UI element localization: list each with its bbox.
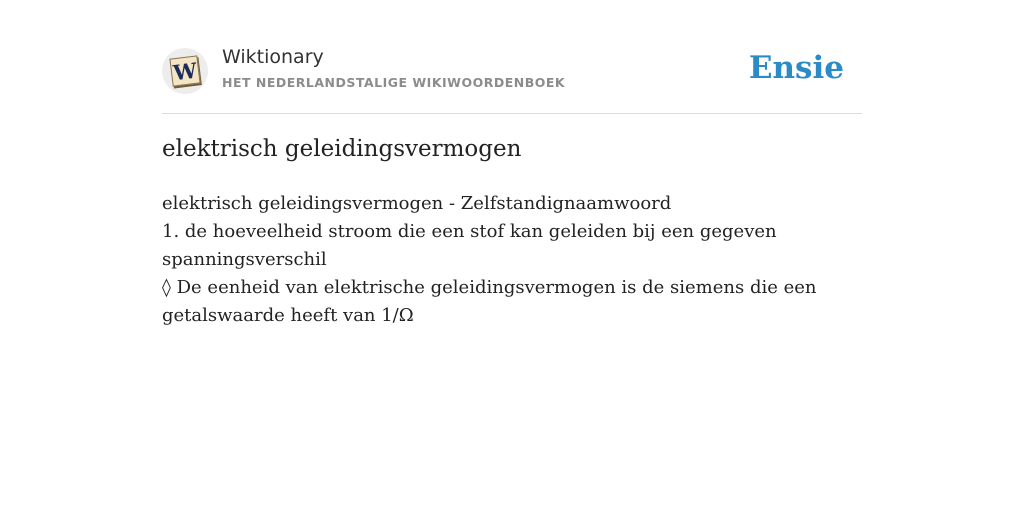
entry-title: elektrisch geleidingsvermogen [162, 136, 522, 162]
wiktionary-logo[interactable] [162, 48, 208, 94]
w-tile-icon: W [169, 55, 200, 86]
example-sentence: ◊ De eenheid van elektrische geleidingsvermogen is de siemens die een getalswaarde heeft van 1/Ω [162, 277, 817, 326]
ensie-logo-link[interactable]: Ensie [748, 50, 844, 86]
definition: 1. de hoeveelheid stroom die een stof kan geleiden bij een gegeven spanningsverschil [162, 221, 777, 270]
page [162, 0, 862, 512]
word-class-line: elektrisch geleidingsvermogen - Zelfstandignaamwoord [162, 193, 672, 214]
site-header [162, 46, 862, 114]
site-tagline: HET NEDERLANDSTALIGE WIKIWOORDENBOEK [222, 75, 566, 90]
site-name[interactable]: Wiktionary [222, 46, 324, 68]
entry-content [162, 190, 862, 330]
